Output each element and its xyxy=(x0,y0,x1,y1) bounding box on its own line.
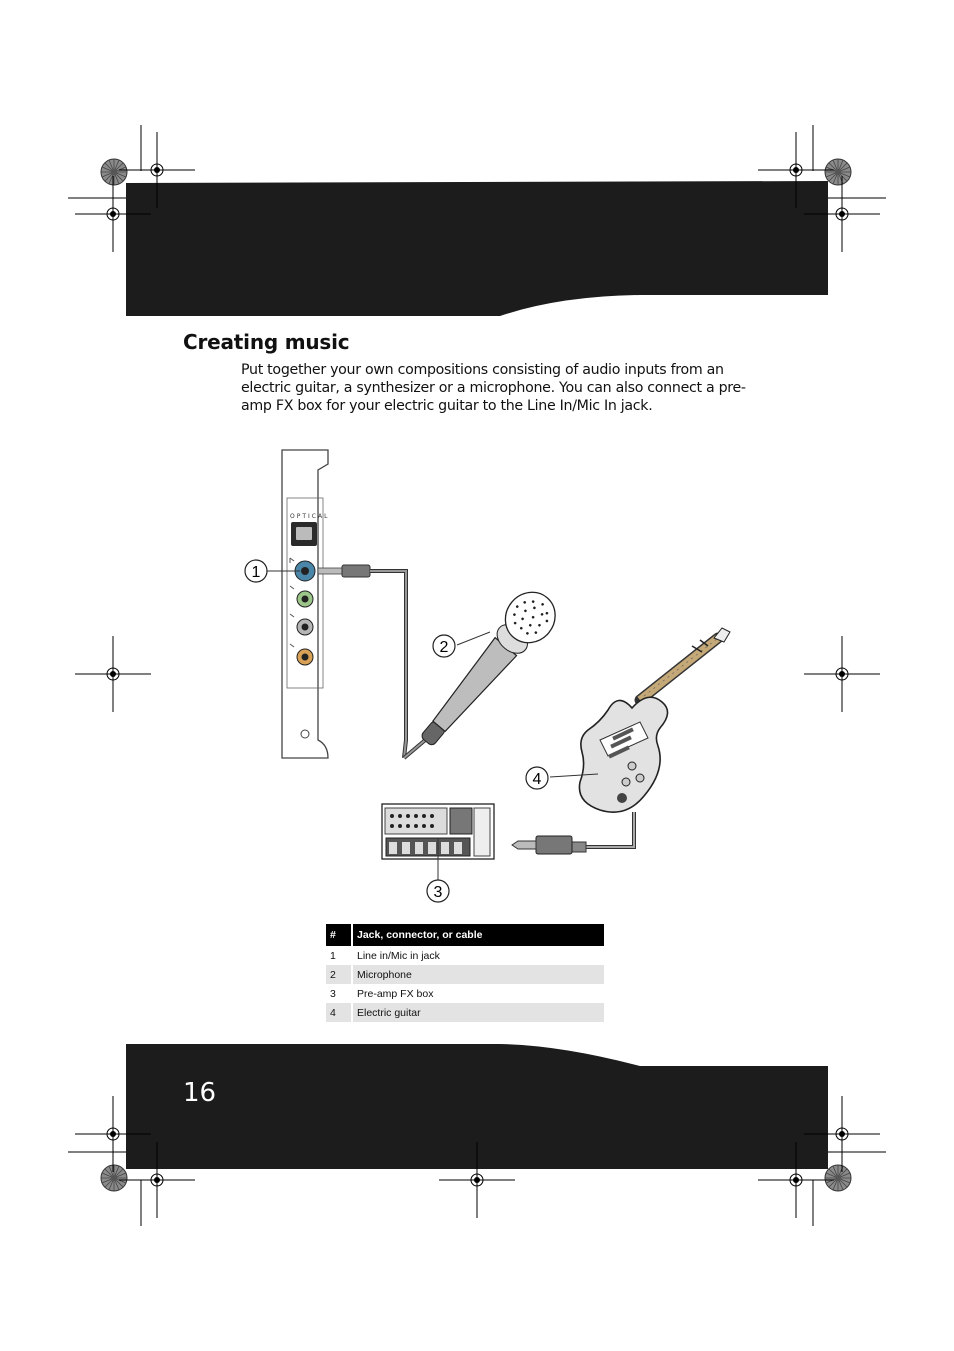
row-label: Microphone xyxy=(352,965,604,984)
guitar-cable xyxy=(512,812,634,854)
registration-crosshair-icon xyxy=(75,1096,151,1172)
column-header-number: # xyxy=(326,924,352,946)
star-target-icon xyxy=(825,159,851,185)
registration-crosshair-icon xyxy=(75,636,151,712)
callout-2 xyxy=(433,635,455,657)
registration-crosshair-icon xyxy=(804,176,880,252)
registration-crosshair-icon xyxy=(119,1142,195,1218)
callout-3 xyxy=(427,880,449,902)
microphone xyxy=(408,582,566,757)
row-label: Line in/Mic in jack xyxy=(357,949,440,962)
registration-crosshair-icon xyxy=(758,1142,834,1218)
row-label: Pre-amp FX box xyxy=(357,987,434,1000)
legend-table xyxy=(326,924,604,1022)
svg-text:4: 4 xyxy=(532,771,542,788)
callout-1 xyxy=(245,560,267,582)
crop-mark-top-left xyxy=(68,125,141,198)
svg-text:1: 1 xyxy=(251,564,261,581)
row-number: 1 xyxy=(326,946,352,965)
row-number: 4 xyxy=(326,1003,352,1022)
intro-paragraph: Put together your own compositions consisting of audio inputs from an electric guitar, a synthesizer or a microphone. You can also connect a pre-amp FX box for your electric guitar to the Line In/Mic In jack. xyxy=(241,362,746,414)
table-row xyxy=(326,1003,604,1022)
crop-mark-top-right xyxy=(813,125,886,198)
crop-mark-bottom-left xyxy=(68,1152,141,1226)
section-title: Creating music xyxy=(183,330,350,354)
star-target-icon xyxy=(101,159,127,185)
svg-text:2: 2 xyxy=(439,639,449,656)
column-header-description: Jack, connector, or cable xyxy=(352,924,604,946)
callout-4 xyxy=(526,767,548,789)
registration-crosshair-icon xyxy=(439,1142,515,1218)
registration-crosshair-icon xyxy=(804,636,880,712)
row-label: Electric guitar xyxy=(352,1003,604,1022)
star-target-icon xyxy=(101,1165,127,1191)
svg-text:3: 3 xyxy=(433,884,443,901)
page-number: 16 xyxy=(183,1078,217,1108)
table-header-row xyxy=(326,924,604,946)
crop-mark-bottom-right xyxy=(813,1152,886,1226)
optical-label: OPTICAL xyxy=(290,513,330,520)
table-row xyxy=(326,946,604,965)
table-row xyxy=(326,965,604,984)
registration-crosshair-icon xyxy=(804,1096,880,1172)
star-target-icon xyxy=(825,1165,851,1191)
row-number: 3 xyxy=(326,984,352,1003)
registration-crosshair-icon xyxy=(75,176,151,252)
sound-card-bracket xyxy=(282,450,329,758)
connection-diagram xyxy=(230,440,750,910)
row-number: 2 xyxy=(326,965,352,984)
table-row xyxy=(326,984,604,1003)
registration-crosshair-icon xyxy=(758,132,834,208)
electric-guitar xyxy=(579,628,730,812)
registration-crosshair-icon xyxy=(119,132,195,208)
mic-cable xyxy=(318,565,430,758)
